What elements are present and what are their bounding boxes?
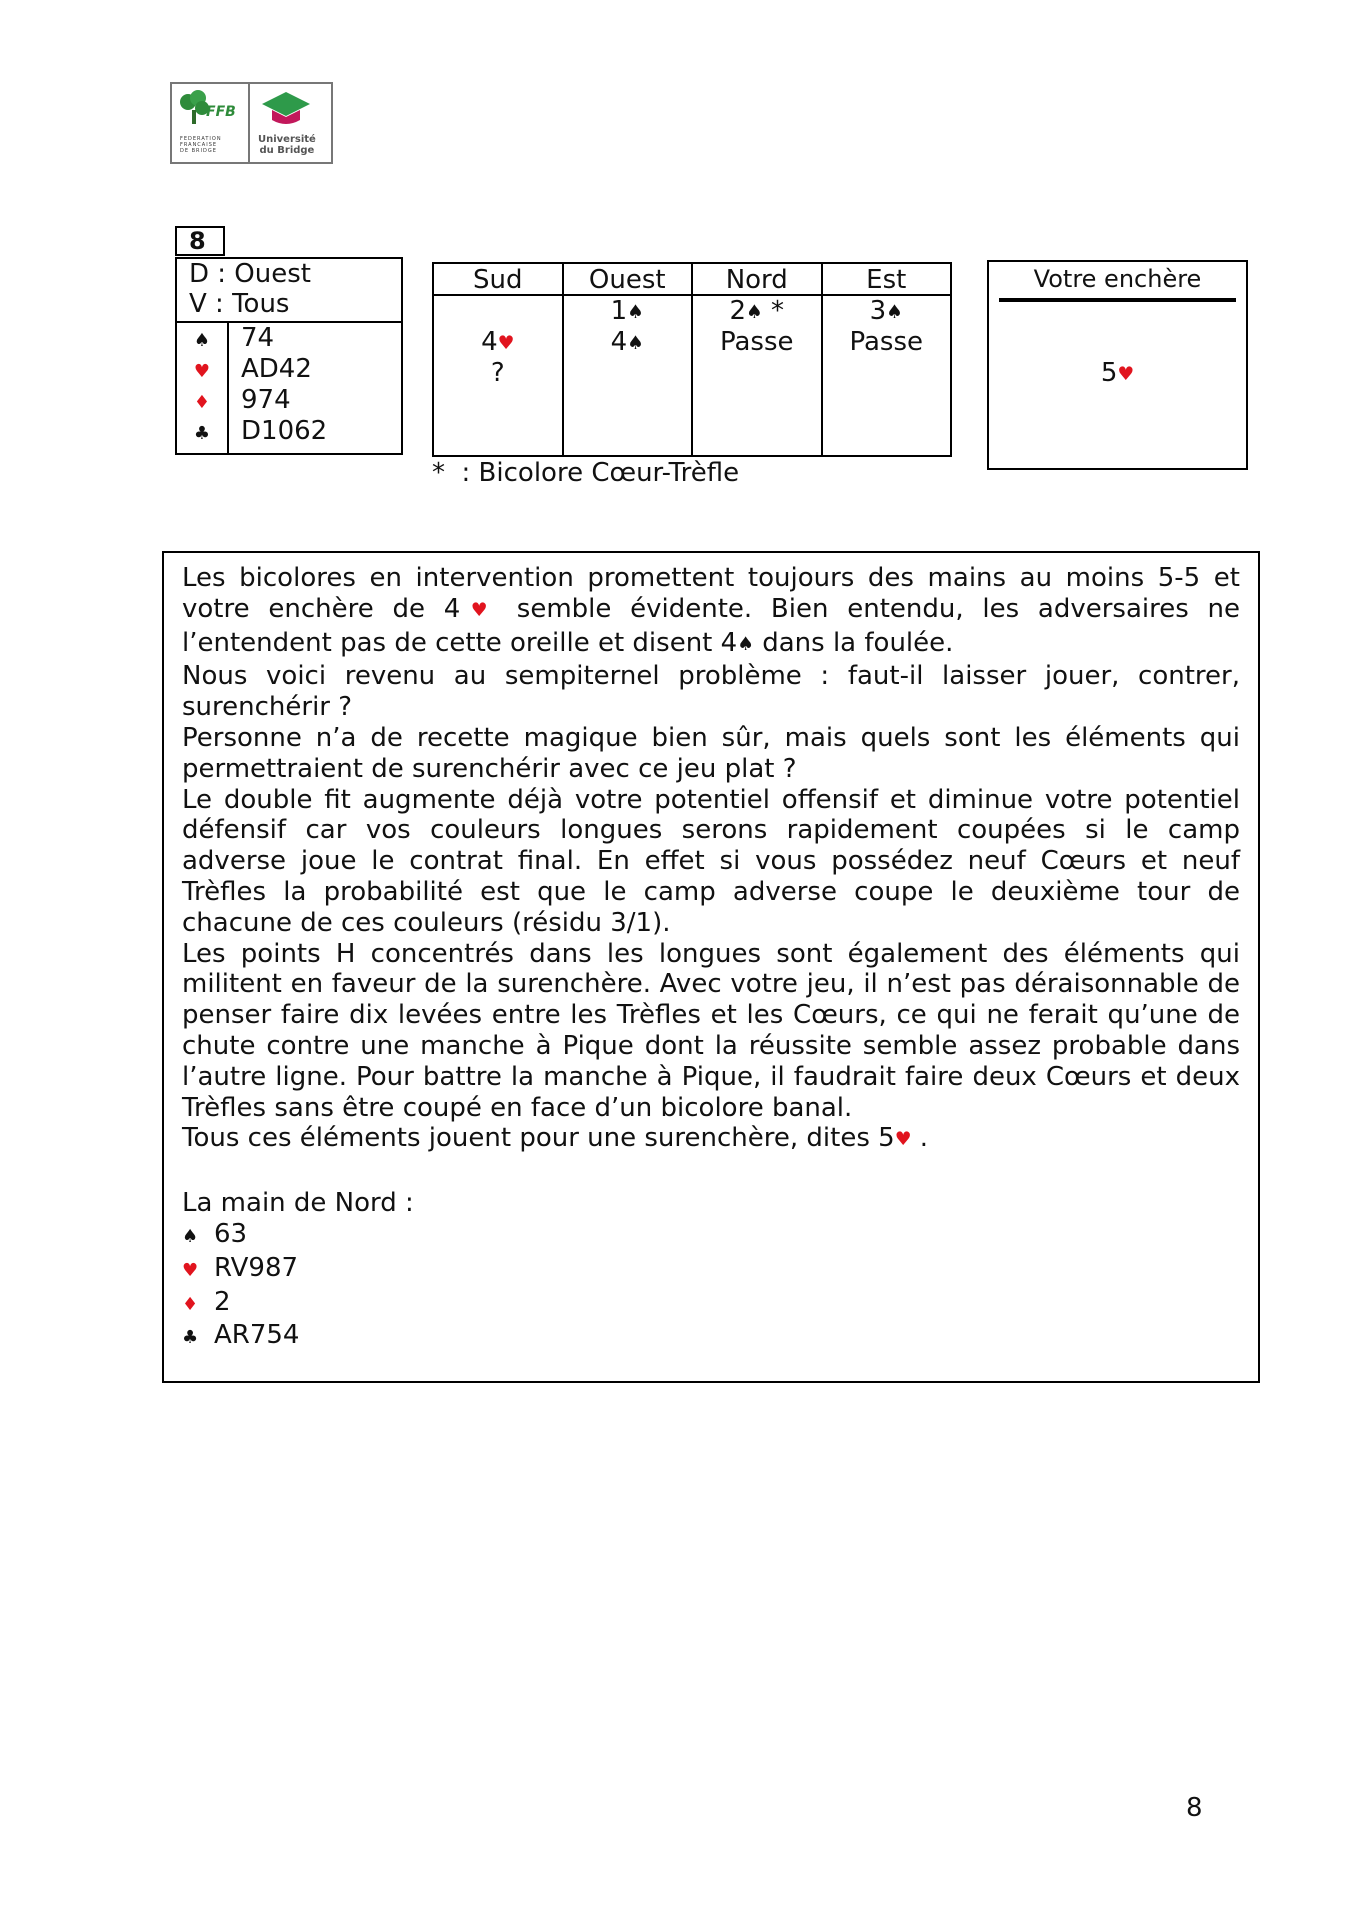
north-hand xyxy=(182,1219,1240,1354)
auction-bid xyxy=(823,327,951,358)
north-hand-row xyxy=(182,1287,1240,1321)
deal-number: 8 xyxy=(175,226,225,256)
answer-rule xyxy=(999,298,1236,302)
auction-bid xyxy=(693,296,821,327)
graduation-cap-icon xyxy=(260,88,312,132)
north-hand-cards: 2 xyxy=(214,1286,231,1317)
paragraph-1-part-a: Les bicolores en intervention promettent toujours des mains au moins 5-5 et votre enchère de 4 xyxy=(182,563,1240,624)
auction-bid xyxy=(434,358,562,389)
spade-icon: ♠ xyxy=(193,330,211,351)
ffb-text: FFB xyxy=(206,104,236,120)
auction-column xyxy=(434,264,564,455)
auction-table xyxy=(432,262,952,457)
hand-cards: AD42 xyxy=(241,354,312,384)
north-hand-cards: AR754 xyxy=(214,1320,300,1351)
auction-bid xyxy=(823,296,951,327)
north-hand-label: La main de Nord : xyxy=(182,1188,414,1219)
diamond-icon: ♦ xyxy=(182,1293,199,1315)
paragraph-5: Les points H concentrés dans les longues sont également des éléments qui militent en faveur de la surenchère. Avec votre jeu, il n’est pas déraisonnable de penser faire dix levées entre les Trèfles et les Cœurs, ce qui ne ferait qu’une de chute contre une manche à Pique dont la réussite semble assez probable dans l’autre ligne. Pour battre la manche à Pique, il faudrait faire deux Cœurs et deux Trèfles sans être coupé en face d’un bicolore banal. xyxy=(182,938,1240,1123)
deal-header xyxy=(177,259,401,323)
heart-icon: ♥ xyxy=(894,1129,912,1151)
spade-icon: ♠ xyxy=(746,302,763,323)
commentary-box xyxy=(162,551,1260,1383)
paragraph-1-part-b: semble évidente. Bien entendu, les adversaires ne l’entendent pas de cette oreille et disent 4 xyxy=(182,593,1240,658)
answer-box xyxy=(987,260,1248,470)
heart-icon: ♥ xyxy=(460,599,499,621)
bid-text: 4 xyxy=(610,327,628,357)
hand-cards: 74 xyxy=(241,323,275,353)
auction-column xyxy=(693,264,823,455)
club-icon: ♣ xyxy=(182,1327,199,1349)
paragraph-2: Nous voici revenu au sempiternel problème : faut-il laisser jouer, contrer, surenchérir ? xyxy=(182,661,1240,723)
auction-header: Ouest xyxy=(564,264,692,296)
paragraph-6 xyxy=(182,1123,1240,1157)
hand-cards: 974 xyxy=(241,385,291,415)
dealer: D : Ouest xyxy=(189,259,311,289)
universite-text: Université du Bridge xyxy=(258,134,316,156)
auction-bid xyxy=(434,327,562,358)
auction-bid xyxy=(693,327,821,358)
paragraph-3: Personne n’a de recette magique bien sûr, mais quels sont les éléments qui permettraient de surenchérir avec ce jeu plat ? xyxy=(182,722,1240,784)
vulnerability: V : Tous xyxy=(189,289,290,319)
spade-icon: ♠ xyxy=(182,1225,199,1247)
club-icon: ♣ xyxy=(193,423,211,444)
south-hand xyxy=(177,323,401,455)
deal-box xyxy=(175,257,403,455)
answer-bid-level: 5 xyxy=(1100,358,1118,388)
north-hand-cards: 63 xyxy=(214,1218,248,1249)
auction-column xyxy=(823,264,951,455)
bid-text: 2 xyxy=(729,296,746,326)
heart-icon: ♥ xyxy=(1117,364,1135,385)
answer-bid xyxy=(989,358,1246,388)
north-hand-row xyxy=(182,1320,1240,1354)
heart-icon: ♥ xyxy=(497,333,515,354)
diamond-icon: ♦ xyxy=(193,392,211,413)
auction-bid xyxy=(434,296,562,327)
heart-icon: ♥ xyxy=(193,361,211,382)
bid-text: 4 xyxy=(481,327,498,357)
spade-icon: ♠ xyxy=(886,302,903,323)
auction-header: Nord xyxy=(693,264,821,296)
ffb-subtitle: FEDERATION FRANCAISE DE BRIDGE xyxy=(180,136,222,154)
paragraph-6-part-b: . xyxy=(911,1123,929,1154)
north-hand-row xyxy=(182,1253,1240,1287)
bid-text: ? xyxy=(490,358,505,388)
paragraph-6-part-a: Tous ces éléments jouent pour une surenchère, dites 5 xyxy=(182,1123,895,1154)
auction-bid xyxy=(564,327,692,358)
ffb-logo xyxy=(172,84,250,162)
bid-note: * xyxy=(762,296,785,326)
suit-column xyxy=(177,323,229,455)
cards-column xyxy=(229,323,327,455)
bid-text: 1 xyxy=(610,296,628,326)
answer-title: Votre enchère xyxy=(1033,265,1202,293)
spade-icon: ♠ xyxy=(737,633,754,655)
bid-text: Passe xyxy=(719,327,794,357)
north-hand-cards: RV987 xyxy=(214,1252,299,1283)
paragraph-1 xyxy=(182,563,1240,661)
hand-cards: D1062 xyxy=(241,416,328,446)
paragraph-1-part-c: dans la foulée. xyxy=(753,627,954,658)
auction-column xyxy=(564,264,694,455)
north-hand-row xyxy=(182,1219,1240,1253)
auction-header: Est xyxy=(823,264,951,296)
universite-logo xyxy=(250,84,331,162)
auction-footnote: * : Bicolore Cœur-Trèfle xyxy=(432,458,740,488)
logo xyxy=(170,82,333,164)
page-number: 8 xyxy=(1186,1793,1203,1823)
spade-icon: ♠ xyxy=(627,302,644,323)
spacer xyxy=(182,1157,1240,1188)
spade-icon: ♠ xyxy=(627,333,644,354)
auction-header: Sud xyxy=(434,264,562,296)
auction-bid xyxy=(564,296,692,327)
bid-text: Passe xyxy=(849,327,924,357)
paragraph-4: Le double fit augmente déjà votre potentiel offensif et diminue votre potentiel défensif car vos couleurs longues serons rapidement coupées si le camp adverse joue le contrat final. En effet si vous possédez neuf Cœurs et neuf Trèfles la probabilité est que le camp adverse coupe le deuxième tour de chacune de ces couleurs (résidu 3/1). xyxy=(182,784,1240,938)
bid-text: 3 xyxy=(869,296,887,326)
heart-icon: ♥ xyxy=(182,1259,199,1281)
